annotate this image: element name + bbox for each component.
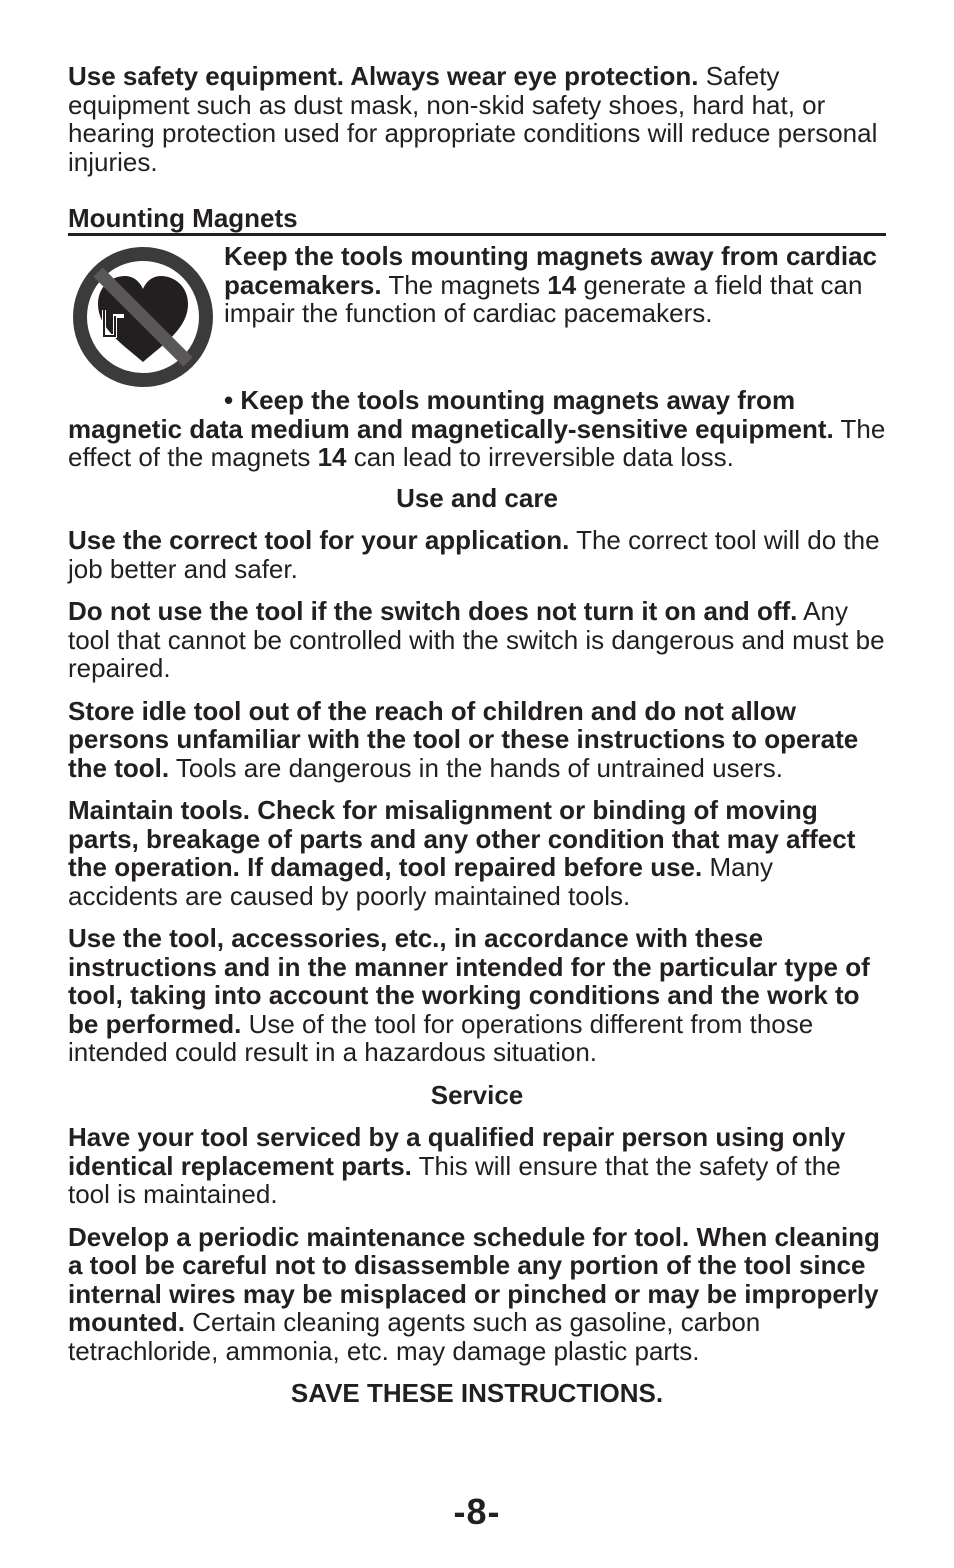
- paragraph-body: Any tool that cannot be controlled with the switch is dangerous and must be repaired.: [68, 596, 885, 683]
- paragraph-body: The magnets: [381, 269, 548, 300]
- mounting-magnets-heading: Mounting Magnets: [68, 203, 886, 236]
- page-number: -8-: [453, 1491, 501, 1532]
- service-paragraph: [68, 1223, 886, 1366]
- paragraph-lead: Use safety equipment. Always wear eye protection.: [68, 61, 699, 91]
- paragraph-lead: Store idle tool out of the reach of children and do not allow persons unfamiliar with the tool or these instructions to operate the tool.: [68, 695, 859, 783]
- paragraph-lead: Use the correct tool for your application.: [68, 525, 570, 555]
- pacemaker-warning: [224, 242, 886, 328]
- paragraph-lead: Use the tool, accessories, etc., in accordance with these instructions and in the manner intended for the particular type of tool, taking into account the working conditions and the work to be performed.: [68, 923, 870, 1039]
- part-number: 14: [547, 269, 577, 300]
- service-paragraph: [68, 1123, 886, 1209]
- mounting-magnets-block: [68, 242, 886, 374]
- paragraph-lead: • Keep the tools mounting magnets away from magnetic data medium and magnetically-sensitive equipment.: [68, 385, 834, 444]
- use-and-care-heading: Use and care: [396, 482, 558, 513]
- paragraph-lead: Keep the tools mounting magnets away from cardiac pacemakers.: [224, 241, 878, 300]
- manual-page: [68, 62, 886, 1408]
- service-heading: Service: [430, 1079, 524, 1110]
- no-pacemaker-icon: [70, 244, 216, 390]
- part-number: 14: [317, 442, 347, 472]
- paragraph-body: Many accidents are caused by poorly maintained tools.: [68, 852, 774, 911]
- paragraph-body: Use of the tool for operations different from those intended could result in a hazardous situation.: [68, 1008, 814, 1067]
- safety-equipment-paragraph: [68, 62, 886, 176]
- use-care-paragraph: [68, 526, 886, 583]
- paragraph-lead: Maintain tools. Check for misalignment or binding of moving parts, breakage of parts and any other condition that may affect the operation. If damaged, tool repaired before use.: [68, 795, 856, 882]
- magnetic-data-warning: [68, 386, 886, 472]
- paragraph-body: The effect of the magnets: [68, 413, 886, 472]
- paragraph-lead: Develop a periodic maintenance schedule for tool. When cleaning a tool be careful not to disassemble any portion of the tool since internal wires may be misplaced or pinched or may be improperly mounted.: [68, 1221, 880, 1337]
- save-instructions: SAVE THESE INSTRUCTIONS.: [290, 1378, 664, 1408]
- paragraph-body: This will ensure that the safety of the tool is maintained.: [68, 1150, 841, 1209]
- use-care-paragraph: [68, 697, 886, 783]
- paragraph-body: Certain cleaning agents such as gasoline, carbon tetrachloride, ammonia, etc. may damage plastic parts.: [68, 1307, 761, 1366]
- use-care-paragraph: [68, 597, 886, 683]
- paragraph-body: generate a field that can impair the function of cardiac pacemakers.: [224, 269, 863, 328]
- paragraph-body: Safety equipment such as dust mask, non-skid safety shoes, hard hat, or hearing protection used for appropriate conditions will reduce personal injuries.: [68, 61, 878, 177]
- paragraph-body: Tools are dangerous in the hands of untrained users.: [169, 752, 783, 783]
- paragraph-lead: Have your tool serviced by a qualified repair person using only identical replacement parts.: [68, 1122, 846, 1181]
- use-care-paragraph: [68, 796, 886, 910]
- paragraph-body: can lead to irreversible data loss.: [346, 442, 734, 472]
- use-care-paragraph: [68, 924, 886, 1067]
- paragraph-lead: Do not use the tool if the switch does not turn it on and off.: [68, 596, 798, 626]
- paragraph-body: The correct tool will do the job better and safer.: [68, 525, 880, 584]
